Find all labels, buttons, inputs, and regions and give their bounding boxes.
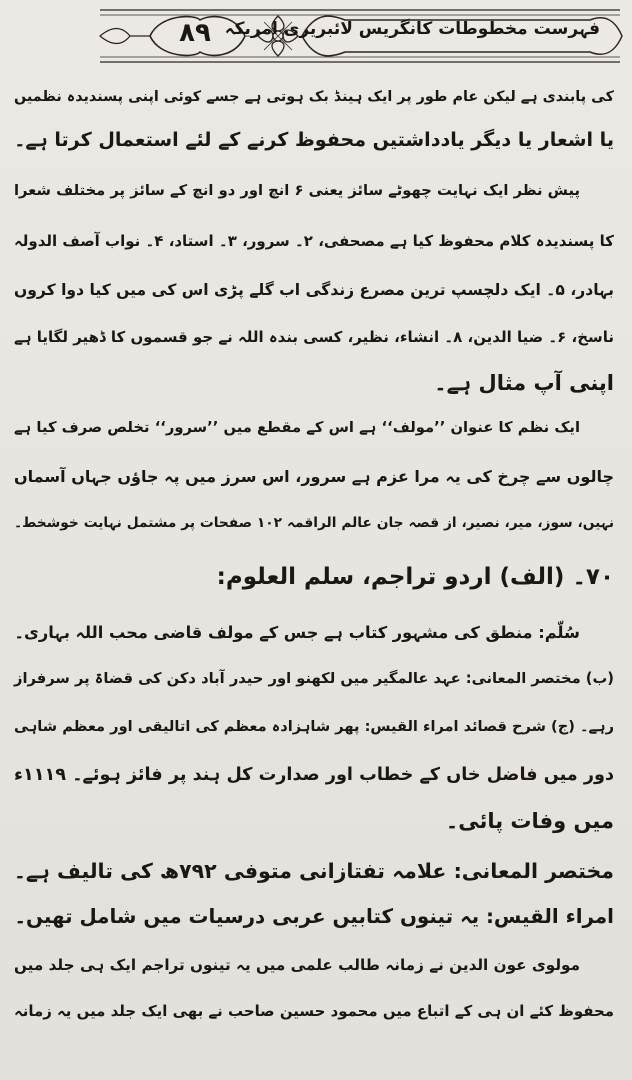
text-line: سُلّم: منطق کی مشہور کتاب ہے جس کے مولف قاضی محب اللہ بہاری۔ [14,623,580,642]
page-number: ۸۹ [179,18,211,48]
text-line: مختصر المعانی: علامہ تفتازانی متوفی ۷۹۲ھ کی تالیف ہے۔ [13,859,614,883]
text-line: اپنی آپ مثال ہے۔ [434,371,614,395]
text-line: میں وفات پائی۔ [445,809,614,833]
text-line: ناسخ، ۶۔ ضیا الدین، ۸۔ انشاء، نظیر، کسی بندہ اللہ نے جو قسموں کا ڈھیر لگایا ہے [14,328,614,346]
text-line: کی پابندی ہے لیکن عام طور پر ایک ہینڈ بک ہوتی ہے جسے کوئی اپنی پسندیدہ نظمیں [14,89,614,105]
text-line: نہیں، سوز، میر، نصیر، از قصہ جان عالم الراقمہ ۱۰۲ صفحات پر مشتمل نہایت خوشخط۔ [14,515,614,531]
text-line: بہادر، ۵۔ ایک دلچسپ ترین مصرع زندگی اب گلے پڑی اس کی میں کیا دوا کروں [14,281,614,299]
text-line: ایک نظم کا عنوان ’’مولف‘‘ ہے اس کے مقطع میں ’’سرور‘‘ تخلص صرف کیا ہے [14,419,580,436]
text-line: دور میں فاضل خاں کے خطاب اور صدارت کل ہند پر فائز ہوئے۔ ۱۱۱۹ء [14,765,614,785]
text-line: امراء القیس: یہ تینوں کتابیں عربی درسیات میں شامل تھیں۔ [14,905,614,928]
text-line: پیش نظر ایک نہایت چھوٹے سائز یعنی ۶ انچ اور دو انچ کے سائز پر مختلف شعرا [14,182,580,199]
text-line: مولوی عون الدین نے زمانہ طالب علمی میں یہ تینوں تراجم ایک ہی جلد میں [14,956,580,974]
text-line: (ب) مختصر المعانی: عہد عالمگیر میں لکھنو اور حیدر آباد دکن کی قضاۃ پر سرفراز [14,670,614,687]
text-line: یا اشعار یا دیگر یادداشتیں محفوظ کرنے کے لئے استعمال کرتا ہے۔ [14,128,614,151]
section-heading: ۷۰۔ (الف) اردو تراجم، سلم العلوم: [216,564,614,590]
text-line: رہے۔ (ج) شرح قصائد امراء القیس: پھر شاہزادہ معظم کی اتالیقی اور معظم شاہی [14,718,614,735]
text-line: کا پسندیدہ کلام محفوظ کیا ہے مصحفی، ۲۔ سرور، ۳۔ استاد، ۴۔ نواب آصف الدولہ [14,232,614,250]
text-line: محفوظ کئے ان ہی کے اتباع میں محمود حسین صاحب نے بھی ایک جلد میں یہ زمانہ [14,1002,614,1020]
text-line: چالوں سے چرخ کی یہ مرا عزم ہے سرور، اس سرز میں پہ جاؤں جہاں آسماں [14,467,614,486]
running-title: فہرست مخطوطات کانگریس لائبریری امریکہ [224,19,600,39]
